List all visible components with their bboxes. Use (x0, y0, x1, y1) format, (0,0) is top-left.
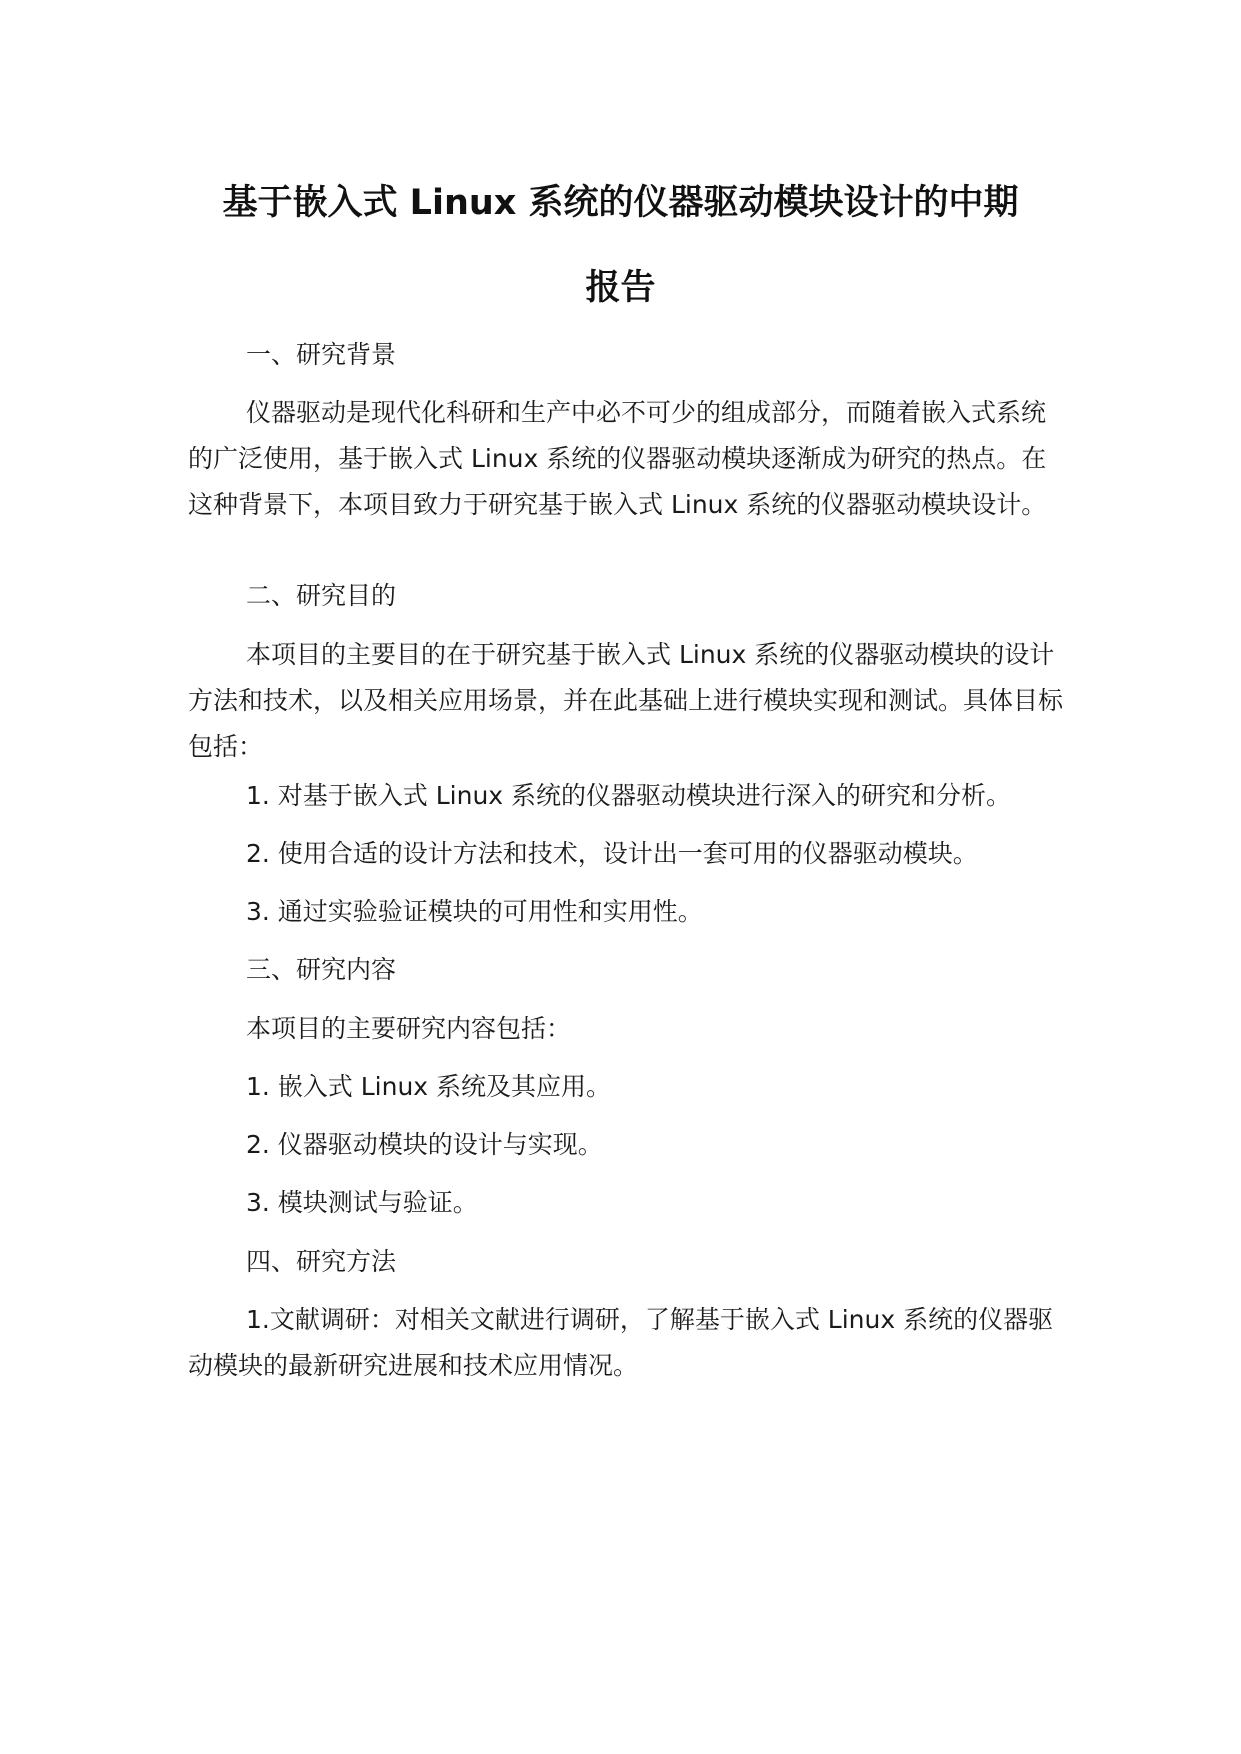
section-heading-method: 四、研究方法 (246, 1247, 397, 1276)
list-item-content-2: 2. 仪器驱动模块的设计与实现。 (246, 1130, 603, 1159)
paragraph-method: 1.文献调研：对相关文献进行调研，了解基于嵌入式 Linux 系统的仪器驱动模块的最新研究进展和技术应用情况。 (188, 1305, 1054, 1380)
list-item-purpose-2: 2. 使用合适的设计方法和技术，设计出一套可用的仪器驱动模块。 (246, 839, 978, 868)
paragraph-purpose: 本项目的主要目的在于研究基于嵌入式 Linux 系统的仪器驱动模块的设计方法和技术，以及相关应用场景，并在此基础上进行模块实现和测试。具体目标包括： (188, 640, 1064, 761)
paragraph-background: 仪器驱动是现代化科研和生产中必不可少的组成部分，而随着嵌入式系统的广泛使用，基于嵌入式 Linux 系统的仪器驱动模块逐渐成为研究的热点。在这种背景下，本项目致力于研究基于嵌入式 Linux 系统的仪器驱动模块设计。 (188, 398, 1047, 519)
section-heading-purpose: 二、研究目的 (246, 581, 397, 610)
document-title-line-1: 基于嵌入式 Linux 系统的仪器驱动模块设计的中期 (222, 183, 1019, 223)
list-item-purpose-1: 1. 对基于嵌入式 Linux 系统的仪器驱动模块进行深入的研究和分析。 (246, 781, 1012, 810)
document-title-line-2: 报告 (585, 268, 656, 308)
list-item-content-3: 3. 模块测试与验证。 (246, 1188, 478, 1217)
list-item-content-1: 1. 嵌入式 Linux 系统及其应用。 (246, 1072, 612, 1101)
paragraph-content-intro: 本项目的主要研究内容包括： (246, 1014, 572, 1043)
section-heading-content: 三、研究内容 (246, 955, 397, 984)
section-heading-background: 一、研究背景 (246, 340, 397, 369)
list-item-purpose-3: 3. 通过实验验证模块的可用性和实用性。 (246, 897, 703, 926)
